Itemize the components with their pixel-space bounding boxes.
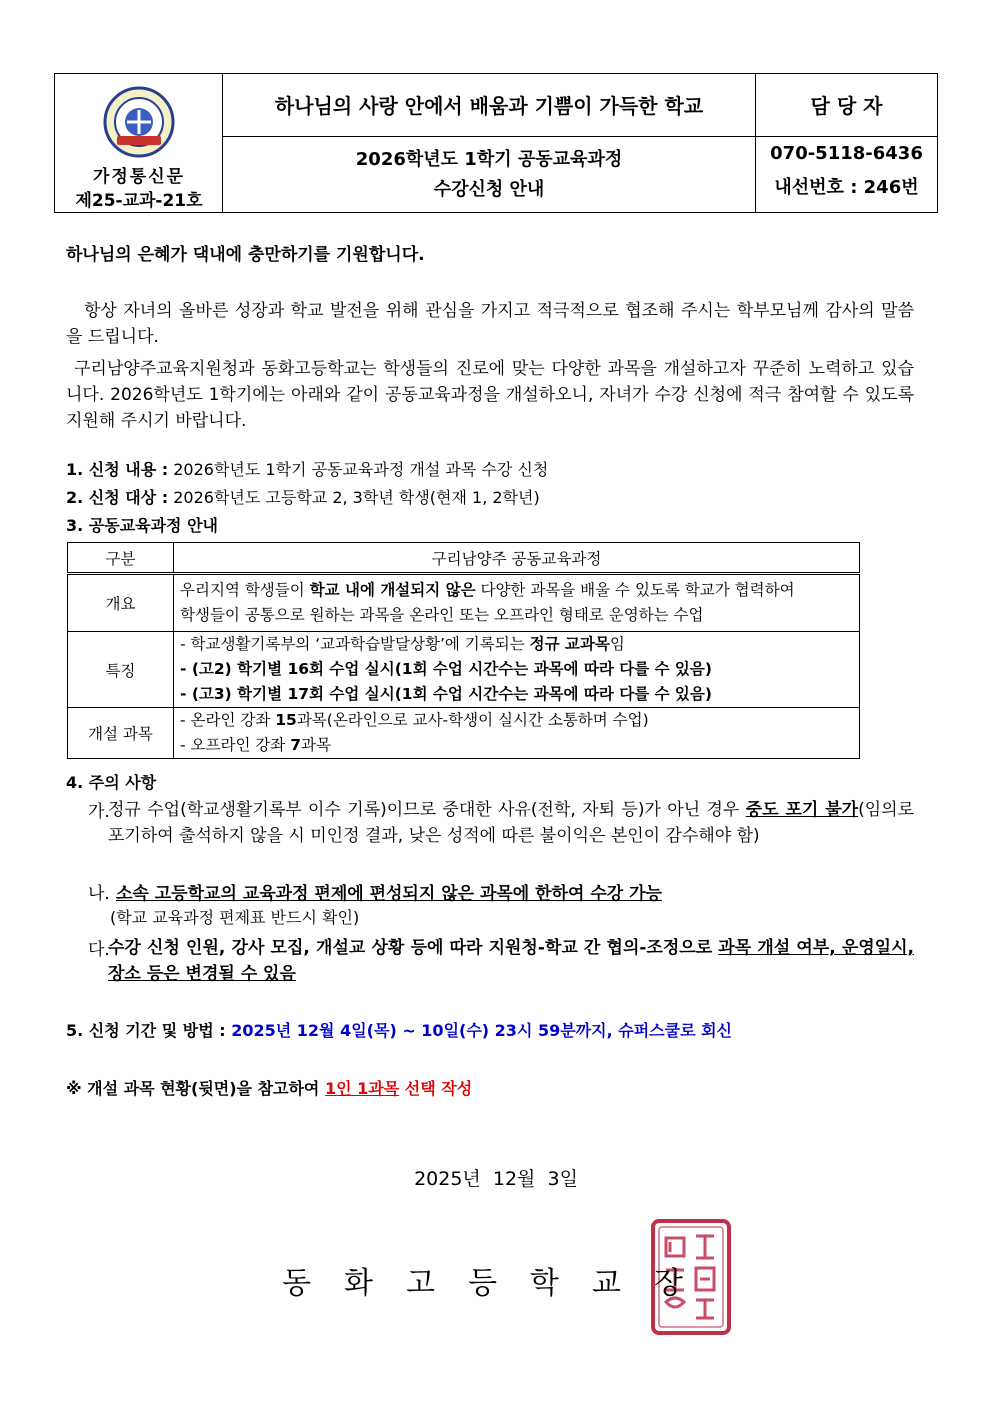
greeting: 하나님의 은혜가 댁내에 충만하기를 기원합니다. bbox=[66, 245, 425, 265]
doc-title-line2: 수강신청 안내 bbox=[433, 179, 545, 200]
row-label-features: 특징 bbox=[68, 632, 174, 708]
note-prefix: ※ 개설 과목 현황(뒷면)을 참고하여 bbox=[66, 1079, 325, 1098]
row-overview-content bbox=[174, 574, 860, 632]
caution-a: 정규 수업(학교생활기록부 이수 기록)이므로 중대한 사유(전학, 자퇴 등)가 아닌 경우 중도 포기 불가(임의로 포기하여 출석하지 않을 시 미인정 결과, 낮은 성적에 따른 불이익은 본인이 감수해야 함) bbox=[108, 800, 914, 846]
item-1-text: 2026학년도 1학기 공동교육과정 개설 과목 수강 신청 bbox=[173, 460, 549, 479]
notice-number: 제25-교과-21호 bbox=[75, 191, 203, 211]
notice-label: 가정통신문 bbox=[92, 167, 186, 187]
cautions-title: 4. 주의 사항 bbox=[66, 773, 157, 792]
table-row bbox=[68, 708, 860, 759]
row-courses-content bbox=[174, 708, 860, 759]
caution-b-sub: (학교 교육과정 편제표 반드시 확인) bbox=[110, 908, 360, 927]
item-2 bbox=[66, 485, 540, 508]
item-2-text: 2026학년도 고등학교 2, 3학년 학생(현재 1, 2학년) bbox=[173, 488, 540, 507]
intro-paragraph-1: 항상 자녀의 올바른 성장과 학교 발전을 위해 관심을 가지고 적극적으로 협조해 주시는 학부모님께 감사의 말씀을 드립니다. bbox=[66, 301, 914, 347]
title-cell bbox=[223, 137, 756, 212]
issue-date: 2025년 12월 3일 bbox=[414, 1168, 578, 1190]
row-label-overview: 개요 bbox=[68, 574, 174, 632]
selection-note bbox=[66, 1076, 472, 1099]
school-logo bbox=[103, 86, 175, 158]
contact-phone: 070-5118-6436 bbox=[770, 143, 923, 164]
table-header-row bbox=[68, 543, 860, 574]
period-label: 5. 신청 기간 및 방법 : bbox=[66, 1021, 226, 1040]
row-label-courses: 개설 과목 bbox=[68, 708, 174, 759]
principal-signature: 동화고등학교장 bbox=[282, 1266, 716, 1301]
overview-line-2: 학생들이 공통으로 원하는 과목을 온라인 또는 오프라인 형태로 운영하는 수업 bbox=[180, 606, 704, 624]
school-motto: 하나님의 사랑 안에서 배움과 기쁨이 가득한 학교 bbox=[274, 94, 704, 118]
courses-line-2: - 오프라인 강좌 7과목 bbox=[180, 736, 331, 754]
caution-a-bold: 중도 포기 불가 bbox=[745, 800, 859, 820]
features-line-3: - (고3) 학기별 17회 수업 실시(1회 수업 시간수는 과목에 따라 다를 수 있음) bbox=[180, 685, 712, 703]
item-1-label: 1. 신청 내용 : bbox=[66, 460, 169, 479]
features-line-2: - (고2) 학기별 16회 수업 실시(1회 수업 시간수는 과목에 따라 다를 수 있음) bbox=[180, 660, 712, 678]
item-1 bbox=[66, 457, 548, 480]
curriculum-table bbox=[67, 542, 860, 759]
intro-paragraph-2: 구리남양주교육지원청과 동화고등학교는 학생들의 진로에 맞는 다양한 과목을 개설하고자 꾸준히 노력하고 있습니다. 2026학년도 1학기에는 아래와 같이 공동교육과정을 개설하오니, 자녀가 수강 신청에 적극 참여할 수 있도록 지원해 주시기 바랍니다. bbox=[66, 359, 914, 431]
contact-label: 담 당 자 bbox=[810, 94, 883, 118]
table-row bbox=[68, 632, 860, 708]
table-row bbox=[68, 574, 860, 632]
doc-title-line1: 2026학년도 1학기 공동교육과정 bbox=[355, 149, 623, 170]
features-line-1: - 학교생활기록부의 ‘교과학습발달상황’에 기록되는 정규 교과목임 bbox=[180, 635, 625, 653]
courses-line-1: - 온라인 강좌 15과목(온라인으로 교사-학생이 실시간 소통하며 수업) bbox=[180, 711, 649, 729]
period-text: 2025년 12월 4일(목) ~ 10일(수) 23시 59분까지, 슈퍼스쿨로 회신 bbox=[231, 1021, 733, 1040]
overview-line-1: 우리지역 학생들이 학교 내에 개설되지 않은 다양한 과목을 배울 수 있도록 학교가 협력하여 bbox=[180, 581, 795, 599]
item-3-label: 3. 공동교육과정 안내 bbox=[66, 516, 218, 535]
header-box bbox=[54, 73, 938, 213]
contact-label-cell bbox=[756, 74, 937, 137]
note-suffix: 선택 작성 bbox=[399, 1079, 473, 1098]
header-left-cell bbox=[55, 74, 223, 212]
contact-extension: 내선번호 : 246번 bbox=[774, 177, 919, 198]
caution-a-prefix: 가. bbox=[88, 802, 110, 822]
overview-bold: 학교 내에 개설되지 않은 bbox=[309, 581, 476, 599]
caution-c-prefix: 다. bbox=[88, 940, 110, 960]
motto-cell bbox=[223, 74, 756, 137]
note-highlight: 1인 1과목 bbox=[324, 1079, 400, 1098]
caution-c: 수강 신청 인원, 강사 모집, 개설교 상황 등에 따라 지원청-학교 간 협의-조정으로 과목 개설 여부, 운영일시, 장소 등은 변경될 수 있음 bbox=[108, 938, 914, 984]
caution-c-underlined: 과목 개설 여부, 운영일시, 장소 등은 변경될 수 있음 bbox=[108, 938, 914, 984]
table-header-category: 구분 bbox=[68, 543, 174, 574]
features-bold: 정규 교과목 bbox=[529, 635, 610, 653]
contact-info-cell bbox=[756, 137, 937, 212]
row-features-content bbox=[174, 632, 860, 708]
item-2-label: 2. 신청 대상 : bbox=[66, 488, 169, 507]
caution-b-bold: 소속 고등학교의 교육과정 편제에 편성되지 않은 과목에 한하여 수강 가능 bbox=[116, 884, 662, 904]
application-period bbox=[66, 1018, 732, 1041]
table-header-program: 구리남양주 공동교육과정 bbox=[174, 543, 860, 574]
caution-b-prefix: 나. bbox=[88, 884, 110, 904]
